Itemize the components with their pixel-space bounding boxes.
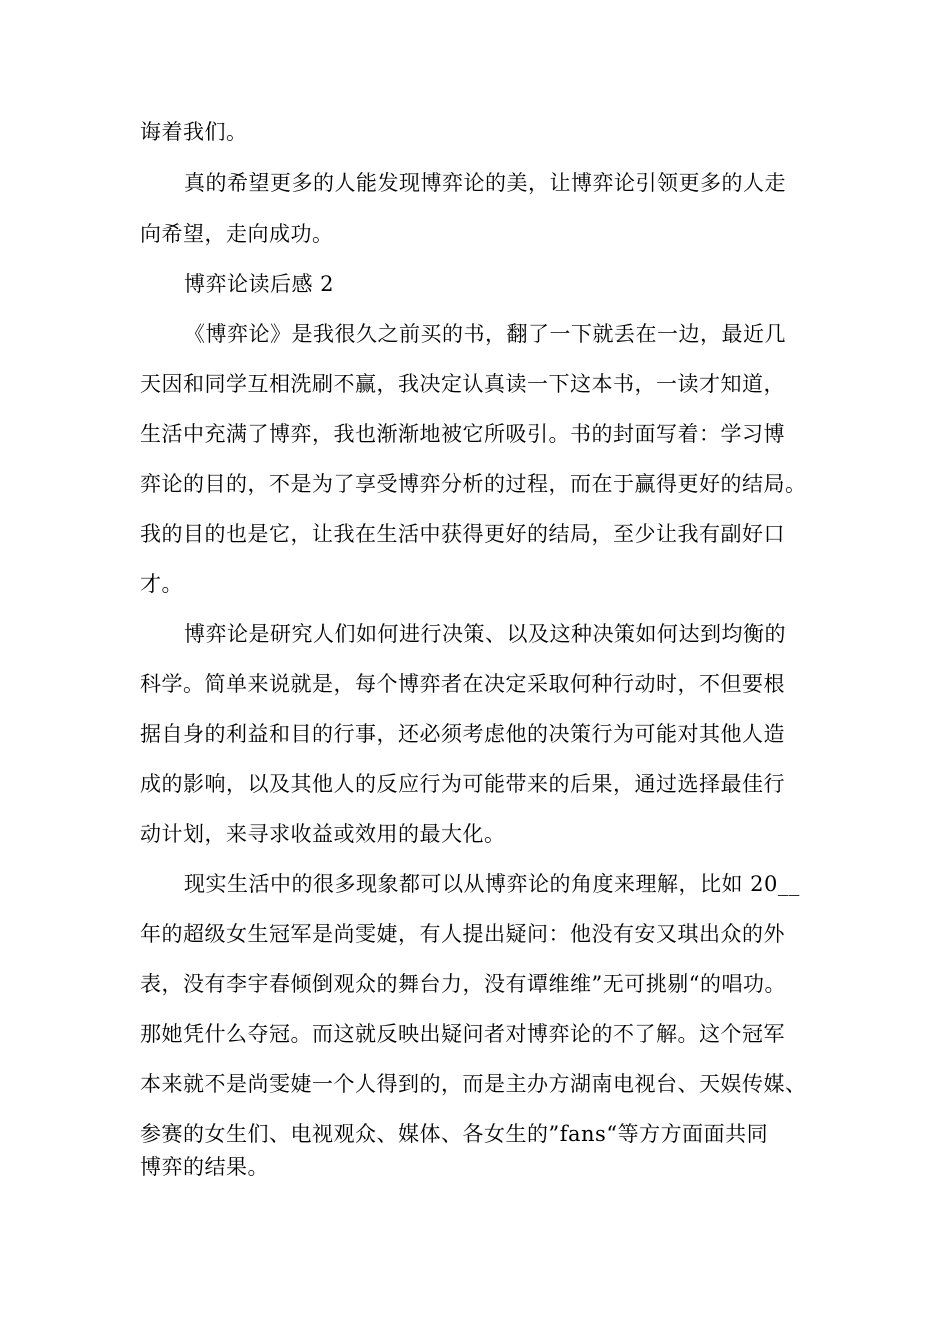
text-line: 博弈论是研究人们如何进行决策、以及这种决策如何达到均衡的 (184, 622, 786, 646)
text-line: 表，没有李宇春倾倒观众的舞台力，没有谭维维”无可挑剔“的唱功。 (140, 972, 786, 996)
text-line: 才。 (140, 572, 183, 596)
text-line: 生活中充满了博弈，我也渐渐地被它所吸引。书的封面写着：学习博 (140, 422, 785, 446)
text-line: 我的目的也是它，让我在生活中获得更好的结局，至少让我有副好口 (140, 522, 785, 546)
text-line: 年的超级女生冠军是尚雯婕，有人提出疑问：他没有安又琪出众的外 (140, 922, 785, 946)
text-line: 据自身的利益和目的行事，还必须考虑他的决策行为可能对其他人造 (140, 722, 785, 746)
text-line: 弈论的目的，不是为了享受博弈分析的过程，而在于赢得更好的结局。 (140, 472, 807, 496)
text-line: 现实生活中的很多现象都可以从博弈论的角度来理解，比如 20__ (184, 872, 800, 896)
text-line: 成的影响，以及其他人的反应行为可能带来的后果，通过选择最佳行 (140, 772, 785, 796)
text-line: 真的希望更多的人能发现博弈论的美，让博弈论引领更多的人走 (184, 171, 786, 195)
text-line: 博弈的结果。 (140, 1155, 269, 1179)
text-line: 那她凭什么夺冠。而这就反映出疑问者对博弈论的不了解。这个冠军 (140, 1022, 785, 1046)
text-line: 参赛的女生们、电视观众、媒体、各女生的”fans“等方方面面共同 (140, 1122, 769, 1146)
section-heading: 博弈论读后感 2 (184, 272, 335, 296)
text-line: 动计划，来寻求收益或效用的最大化。 (140, 822, 506, 846)
text-line: 科学。简单来说就是，每个博弈者在决定采取何种行动时，不但要根 (140, 672, 785, 696)
text-line: 天因和同学互相洗刷不赢，我决定认真读一下这本书，一读才知道， (140, 372, 785, 396)
text-line: 向希望，走向成功。 (140, 222, 334, 246)
text-line: 诲着我们。 (140, 120, 248, 144)
text-line: 《博弈论》是我很久之前买的书，翻了一下就丢在一边，最近几 (184, 322, 786, 346)
text-line: 本来就不是尚雯婕一个人得到的，而是主办方湖南电视台、天娱传媒、 (140, 1072, 807, 1096)
